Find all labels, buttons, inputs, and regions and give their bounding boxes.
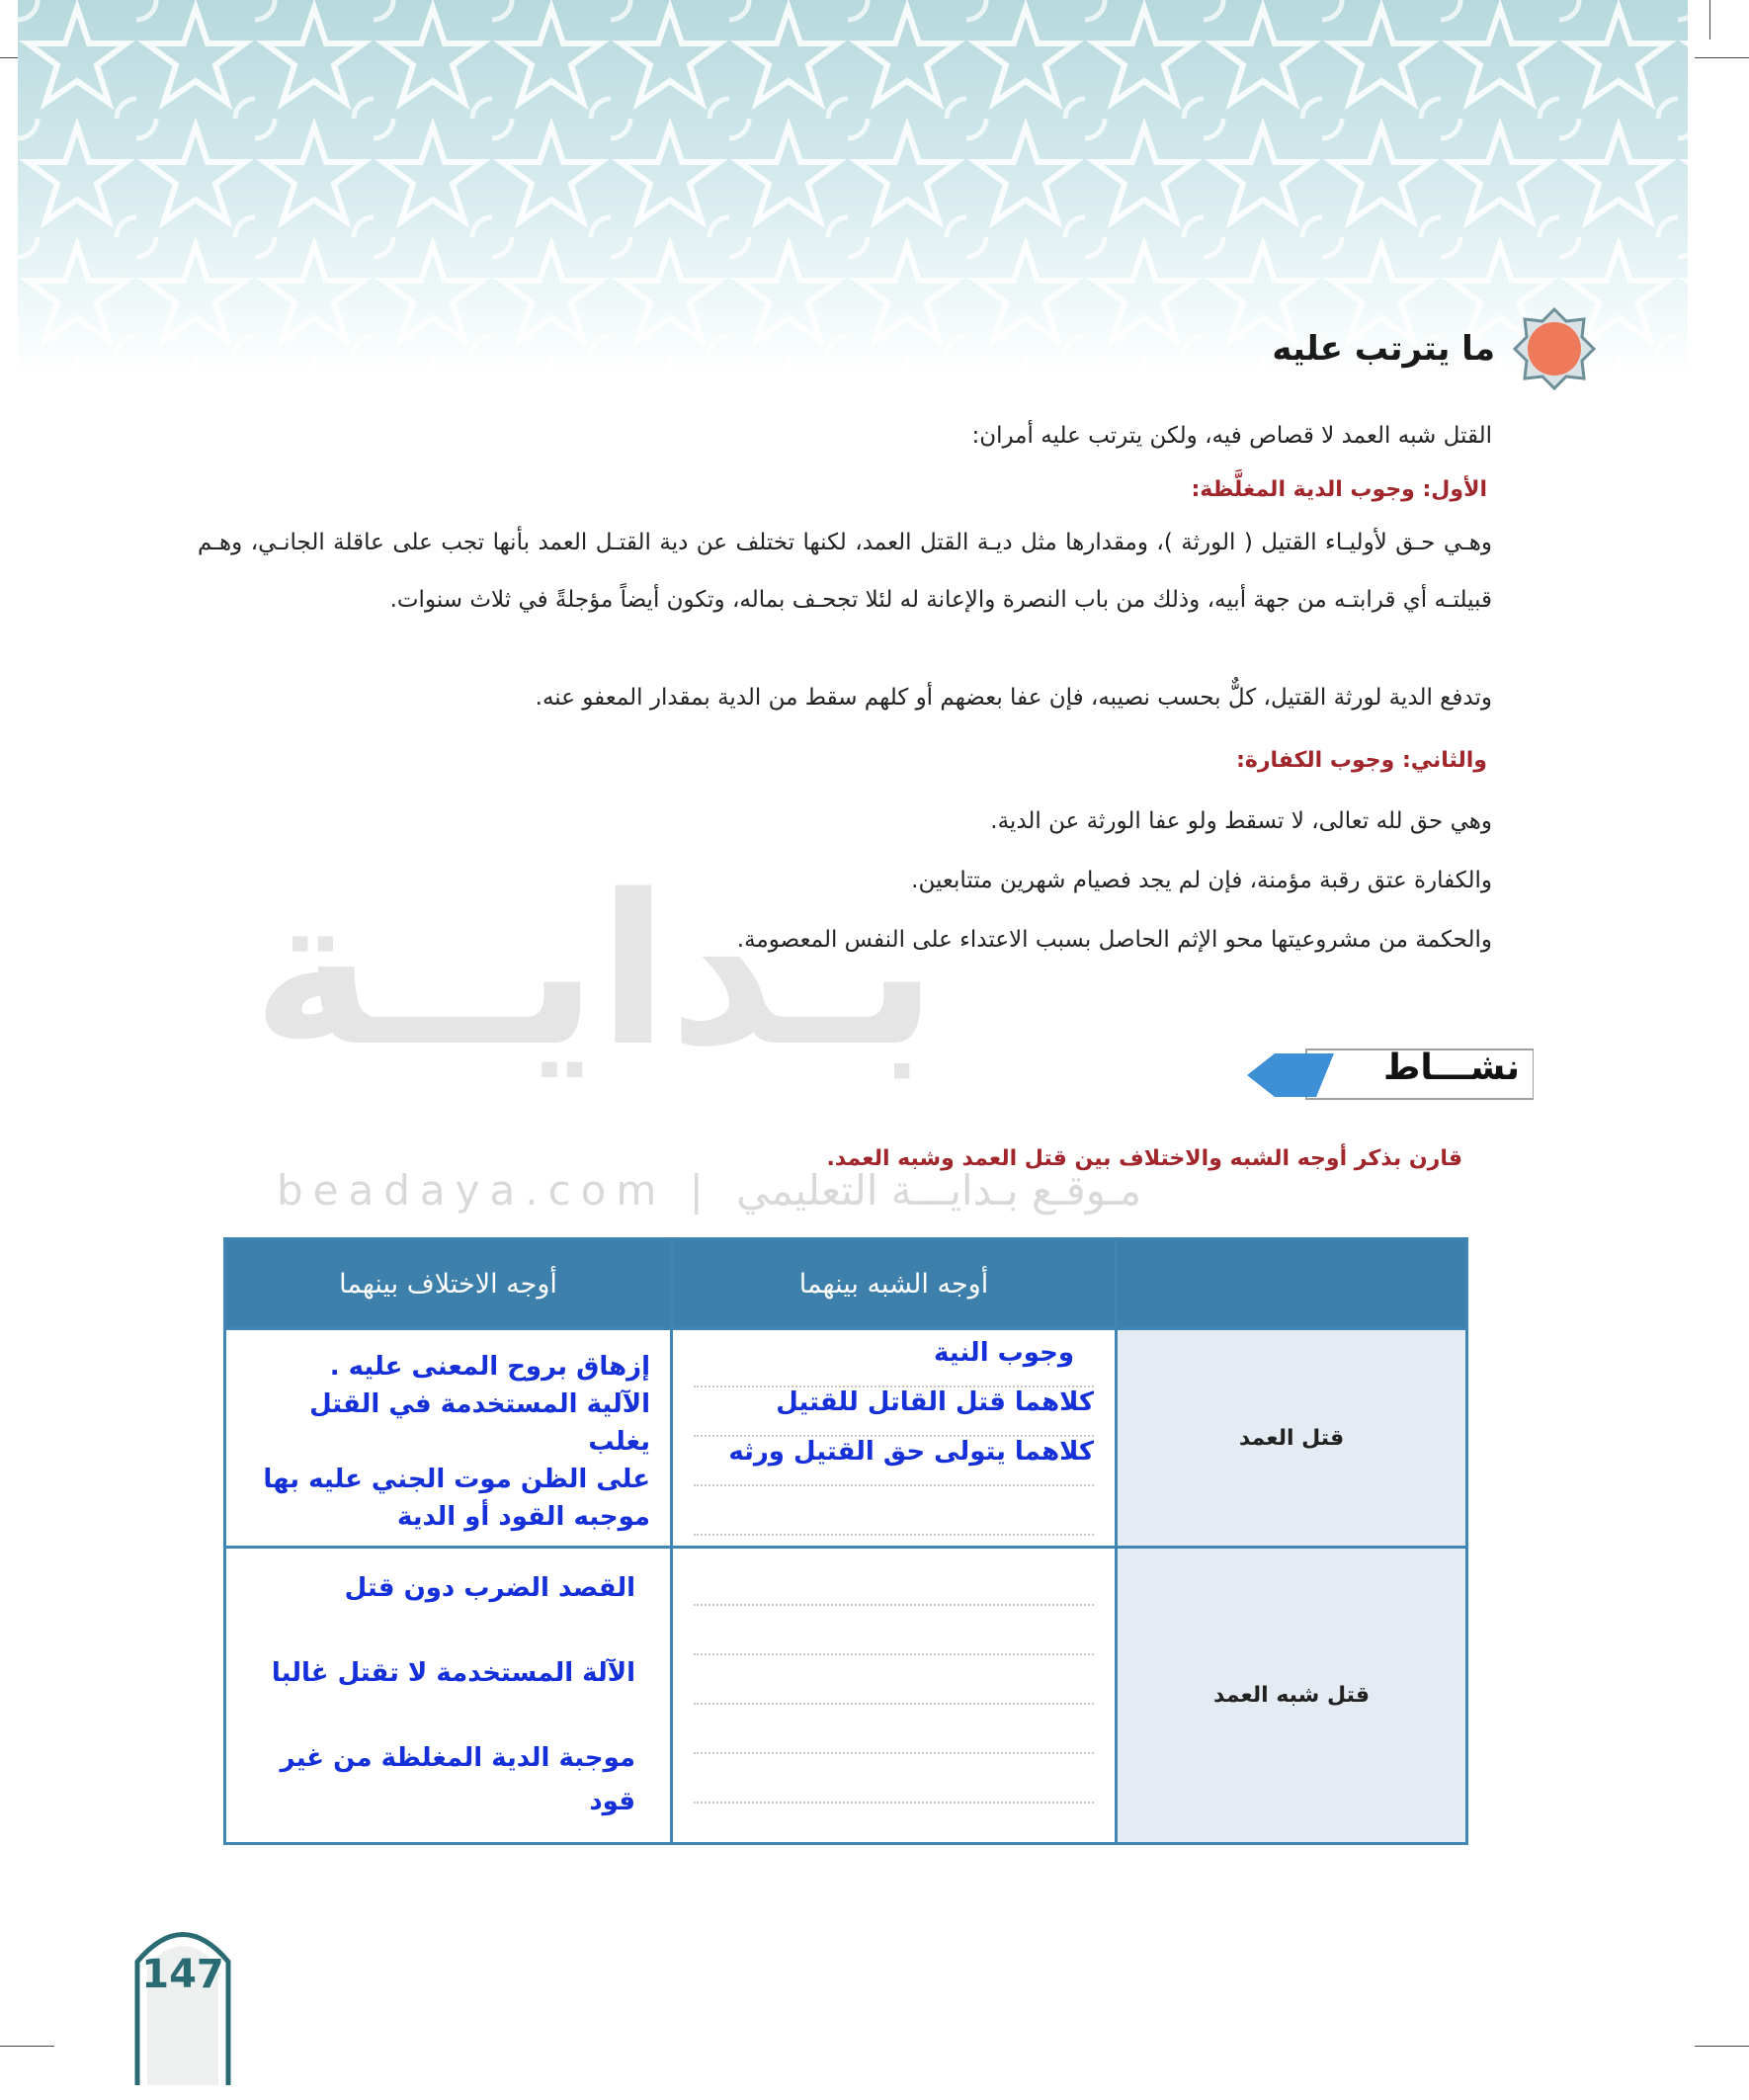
answer-line [694, 1387, 1094, 1437]
answer-line [694, 1754, 1094, 1804]
crop-mark [1709, 0, 1710, 40]
header-similarities: أوجه الشبه بينهما [672, 1239, 1117, 1329]
first-body: وهـي حـق لأوليـاء القتيل ( الورثة )، ومقدارها مثل ديـة القتل العمد، لكنها تختلف عن دية القتـل العمد بأنها تجب على عاقلة الجانـي، وهـم قبيلتـه أي قرابتـه من جهة أبيه، وذلك من باب النصرة والإعانة له لئلا تجحـف بماله، وتكون أيضاً مؤجلةً في ثلاث سنوات. [198, 530, 1492, 613]
answer-line [694, 1606, 1094, 1655]
second-line-1: وهي حق لله تعالى، لا تسقط ولو عفا الورثة عن الدية. [990, 808, 1492, 834]
octagon-badge-icon [1513, 307, 1596, 390]
crop-mark [1695, 2046, 1749, 2047]
first-heading: الأول: وجوب الدية المغلَّظة: [1191, 477, 1487, 502]
handwritten-answer: الآلة المستخدمة لا تقتل غالبا [271, 1658, 635, 1688]
similarities-cell[interactable] [672, 1548, 1117, 1844]
section-title: ما يترتب عليه [1272, 329, 1495, 369]
handwritten-answer: القصد الضرب دون قتل [344, 1573, 635, 1603]
crop-mark [1695, 57, 1749, 58]
page-number: 147 [141, 1952, 224, 1997]
watermark-url: beadaya.com | مـوقـع بـدايـــة التعليمي [277, 1166, 1142, 1215]
second-line-3: والحكمة من مشروعيتها محو الإثم الحاصل بسبب الاعتداء على النفس المعصومة. [736, 927, 1492, 953]
header-differences: أوجه الاختلاف بينهما [225, 1239, 672, 1329]
section-heading [1272, 314, 1596, 383]
first-payment: وتدفع الدية لورثة القتيل، كلٌّ بحسب نصيبه، فإن عفا بعضهم أو كلهم سقط من الدية بمقدار المعفو عنه. [535, 685, 1492, 711]
answer-line [694, 1486, 1094, 1536]
activity-label: نشـــاط [1383, 1048, 1520, 1088]
handwritten-answer: كلاهما يتولى حق القتيل ورثه [728, 1437, 1094, 1467]
table-row [225, 1548, 1467, 1844]
differences-cell[interactable] [225, 1329, 672, 1548]
handwritten-answer: كلاهما قتل القاتل للقتيل [776, 1387, 1094, 1417]
watermark-logo-text: بـدايــة [252, 850, 938, 1092]
answer-line [694, 1437, 1094, 1486]
second-line-2: والكفارة عتق رقبة مؤمنة، فإن لم يجد فصيام شهرين متتابعين. [911, 868, 1492, 893]
intro-text: القتل شبه العمد لا قصاص فيه، ولكن يترتب عليه أمران: [971, 423, 1492, 449]
answer-line [694, 1705, 1094, 1754]
handwritten-answer: الآلية المستخدمة في القتل يغلب [309, 1389, 650, 1457]
handwritten-answer: موجبة الدية المغلظة من غير [280, 1743, 635, 1773]
similarities-cell[interactable] [672, 1329, 1117, 1548]
comparison-table [223, 1237, 1468, 1845]
handwritten-answer: قود [589, 1787, 635, 1816]
answer-line [694, 1556, 1094, 1606]
header-corner [1117, 1239, 1467, 1329]
answer-line [694, 1655, 1094, 1705]
crop-mark [0, 2046, 54, 2047]
handwritten-answer: وجوب النية [933, 1338, 1074, 1368]
activity-question: قارن بذكر أوجه الشبه والاختلاف بين قتل العمد وشبه العمد. [826, 1146, 1462, 1171]
answer-line [694, 1338, 1094, 1387]
row-label: قتل العمد [1117, 1329, 1467, 1548]
handwritten-answer: على الظن موت الجني عليه بها [263, 1465, 650, 1494]
table-header-row [225, 1239, 1467, 1329]
differences-cell[interactable] [225, 1548, 672, 1844]
second-heading: والثاني: وجوب الكفارة: [1236, 748, 1487, 773]
table-row [225, 1329, 1467, 1548]
row-label: قتل شبه العمد [1117, 1548, 1467, 1844]
handwritten-answer: إزهاق بروح المعنى عليه . [329, 1352, 650, 1382]
handwritten-answer: موجبه القود أو الدية [396, 1502, 650, 1532]
